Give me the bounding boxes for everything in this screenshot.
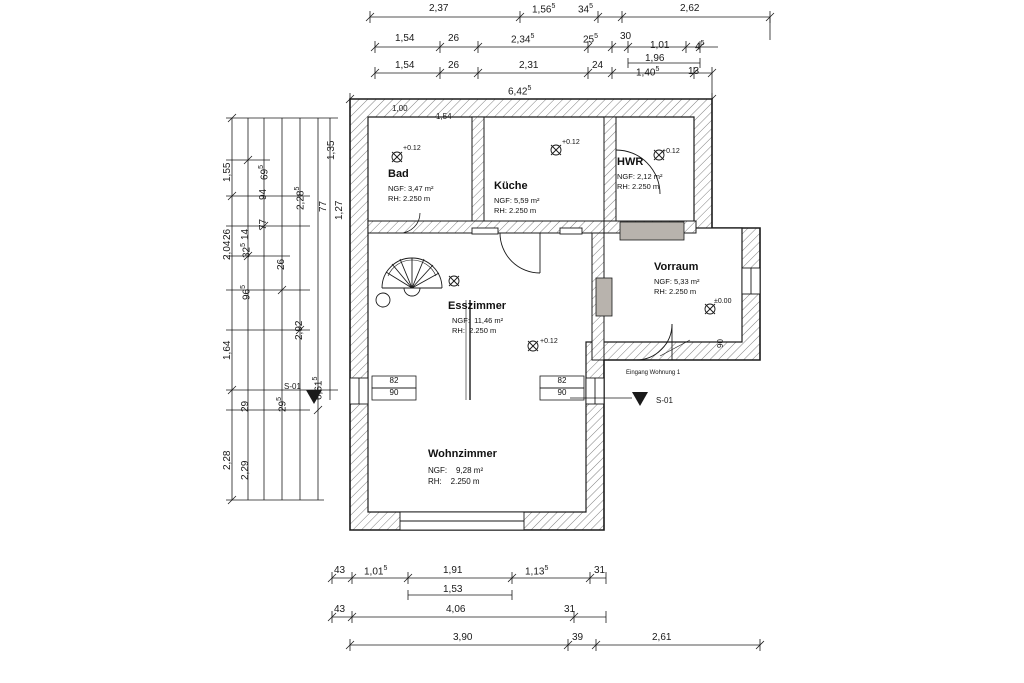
dim-bot1-1: 43 [334, 565, 346, 576]
section-label-right: S-01 [656, 396, 673, 405]
dim-left-a-2: 1,64 [222, 340, 233, 360]
window-right-height: 90 [557, 388, 567, 397]
dim-top3-5: 1,40$^5$ [636, 66, 660, 79]
dim-top2-4: $25^5$ [583, 33, 599, 46]
dim-inner-f-3: 1,27 [334, 200, 345, 220]
left-dimension-lines [226, 114, 338, 504]
dim-top2-7: $4^5$ [695, 40, 705, 53]
dim-bot3-2: 39 [572, 632, 584, 643]
dim-left-c-2: 26 [222, 228, 233, 240]
dim-left-b-2: $96^5$ [240, 284, 253, 300]
window-left-width: 82 [389, 376, 399, 385]
dim-bot1-5: 31 [594, 565, 606, 576]
dim-left-c-3: 14 [240, 228, 251, 240]
dim-bot2-2: 4,06 [446, 604, 466, 615]
dim-bot2-3: 31 [564, 604, 576, 615]
level-vorraum: ±0.00 [714, 298, 732, 305]
dim-top2-5: 30 [620, 31, 632, 42]
dim-bot1-3: 1,91 [443, 565, 463, 576]
dim-bot3-3: 2,61 [652, 632, 672, 643]
dim-top1-1: 2,37 [429, 3, 449, 14]
level-esszimmer: +0.12 [540, 338, 558, 345]
dim-left-b-4: 2,29 [240, 460, 251, 480]
dim-inner-f-1: 1,35 [326, 140, 337, 160]
dim-inner-top-1: 1,00 [392, 104, 408, 113]
level-kueche: +0.12 [562, 139, 580, 146]
dim-bot1-2: 1,01$^5$ [364, 565, 388, 578]
room-info-vorraum: NGF: 5,33 m² RH: 2.250 m [654, 277, 700, 297]
dim-left-d-5: 2,92 [294, 320, 305, 340]
dim-left-d-1: $69^5$ [258, 164, 271, 180]
dim-inner-f-2: 77 [318, 200, 329, 212]
dim-left-a-3: 2,28 [222, 450, 233, 470]
dim-left-d-4: 26 [276, 258, 287, 270]
entrance-label: Eingang Wohnung 1 [626, 370, 681, 376]
dim-left-a-1: 2,04 [222, 240, 233, 260]
room-info-bad: NGF: 3,47 m² RH: 2.250 m [388, 184, 434, 204]
dim-top3-3: 2,31 [519, 60, 539, 71]
dim-top1-2: 1,56$^5$ [532, 3, 556, 16]
dim-left-b-3: 29 [240, 400, 251, 412]
bottom-dimension-lines [328, 572, 764, 651]
dim-top2-3: 2,34$^5$ [511, 33, 535, 46]
room-info-kueche: NGF: 5,59 m² RH: 2.250 m [494, 196, 540, 216]
dim-left-d-3: 77 [258, 218, 269, 230]
room-label-wohnzimmer: Wohnzimmer [428, 448, 497, 460]
dim-left-e-2: 6,61$^5$ [312, 376, 325, 400]
dim-top3-6: 13 [688, 66, 700, 77]
dim-top2-1: 1,54 [395, 33, 415, 44]
dim-left-c-4: $29^5$ [276, 396, 289, 412]
dim-left-b-1: $32^5$ [240, 242, 253, 258]
room-label-hwr: HWR [617, 156, 644, 168]
dim-bot1-extra: 1,53 [443, 584, 463, 595]
dim-left-e-1: 2,28$^5$ [294, 186, 307, 210]
side-dim-90: 90 [716, 339, 725, 348]
window-right-width: 82 [557, 376, 567, 385]
room-label-bad: Bad [388, 168, 409, 180]
dim-top1-4: 2,62 [680, 3, 700, 14]
dim-bot1-4: 1,13$^5$ [525, 565, 549, 578]
room-label-esszimmer: Esszimmer [448, 300, 507, 312]
dim-top2-2: 26 [448, 33, 460, 44]
room-label-vorraum: Vorraum [654, 261, 699, 273]
dim-inner-top-2: 1,54 [436, 112, 452, 121]
window-left-height: 90 [389, 388, 399, 397]
dim-top1-3: $34^5$ [578, 3, 594, 16]
dim-top3-2: 26 [448, 60, 460, 71]
room-label-kueche: Küche [494, 180, 528, 192]
level-hwr: +0.12 [662, 148, 680, 155]
dim-top3-4: 24 [592, 60, 604, 71]
dim-top2-6: 1,01 [650, 40, 670, 51]
dim-bot2-1: 43 [334, 604, 346, 615]
dim-top2-extra: 1,96 [645, 53, 665, 64]
room-info-wohnzimmer: NGF: 9,28 m² RH: 2.250 m [428, 466, 484, 486]
level-bad: +0.12 [403, 145, 421, 152]
dim-left-d-2: 94 [258, 188, 269, 200]
section-label-left: S-01 [284, 382, 301, 391]
dim-left-c-1: 1,55 [222, 162, 233, 182]
dim-top-total: 6,42$^5$ [508, 85, 532, 98]
dim-bot3-1: 3,90 [453, 632, 473, 643]
dim-top3-1: 1,54 [395, 60, 415, 71]
room-info-esszimmer: NGF: 11,46 m² RH: 2.250 m [452, 316, 504, 336]
walls [350, 99, 760, 530]
room-info-hwr: NGF: 2,12 m² RH: 2.250 m [617, 172, 663, 192]
